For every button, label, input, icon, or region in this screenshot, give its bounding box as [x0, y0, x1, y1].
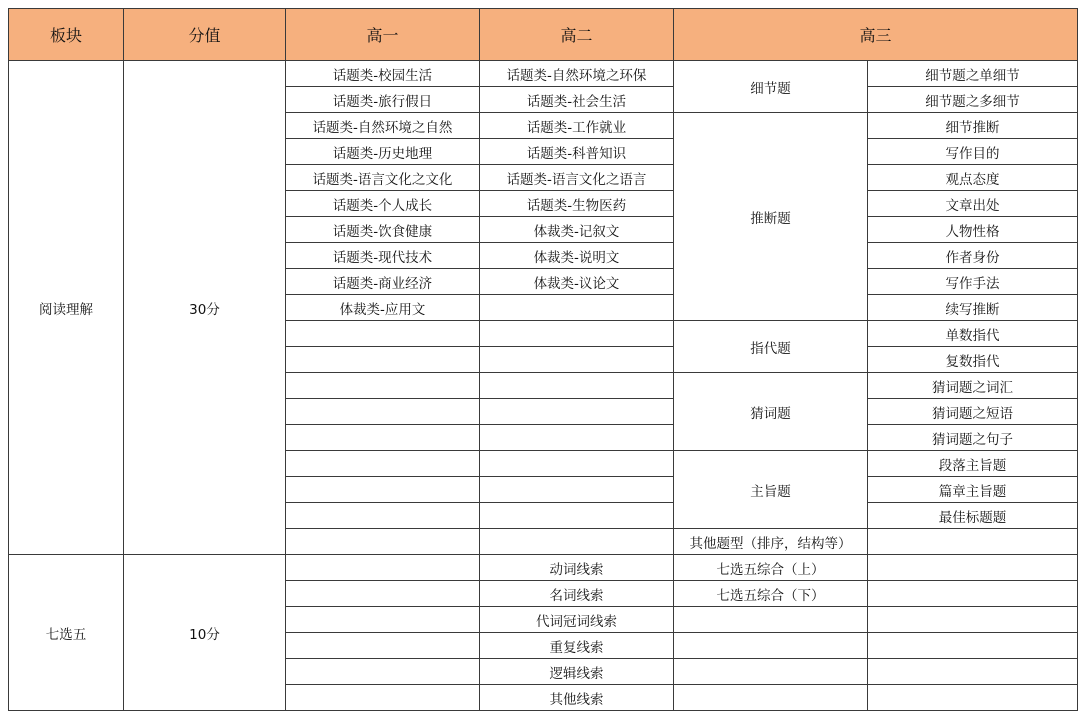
header-gaosan: 高三	[674, 9, 1078, 61]
gaosan-item	[868, 659, 1078, 685]
gaoer-cell	[480, 347, 674, 373]
gaosan-group: 七选五综合（下）	[674, 581, 868, 607]
gaoyi-cell	[286, 477, 480, 503]
gaoer-cell: 体裁类-记叙文	[480, 217, 674, 243]
gaoer-cell: 逻辑线索	[480, 659, 674, 685]
gaoyi-cell: 话题类-饮食健康	[286, 217, 480, 243]
score-seven: 10分	[124, 555, 286, 711]
gaosan-item: 细节推断	[868, 113, 1078, 139]
gaosan-group	[674, 633, 868, 659]
gaoer-cell	[480, 451, 674, 477]
gaosan-item	[868, 607, 1078, 633]
gaosan-item: 作者身份	[868, 243, 1078, 269]
gaoer-cell: 话题类-语言文化之语言	[480, 165, 674, 191]
gaoer-cell: 话题类-社会生活	[480, 87, 674, 113]
gaoyi-cell	[286, 685, 480, 711]
header-bankuai: 板块	[9, 9, 124, 61]
gaosan-item: 写作目的	[868, 139, 1078, 165]
gaoyi-cell: 话题类-自然环境之自然	[286, 113, 480, 139]
gaoyi-cell	[286, 633, 480, 659]
gaoer-cell: 话题类-自然环境之环保	[480, 61, 674, 87]
gaoyi-cell: 话题类-个人成长	[286, 191, 480, 217]
gaoyi-cell: 话题类-商业经济	[286, 269, 480, 295]
gaoyi-cell	[286, 555, 480, 581]
gaoer-cell: 代词冠词线索	[480, 607, 674, 633]
gaosan-item: 篇章主旨题	[868, 477, 1078, 503]
gaoer-cell	[480, 295, 674, 321]
gaoyi-cell	[286, 373, 480, 399]
gaosan-item: 段落主旨题	[868, 451, 1078, 477]
header-fenzhi: 分值	[124, 9, 286, 61]
gaoyi-cell: 话题类-现代技术	[286, 243, 480, 269]
gaoer-cell	[480, 399, 674, 425]
table-row	[9, 61, 1078, 87]
section-reading: 阅读理解	[9, 61, 124, 555]
gaosan-item: 猜词题之短语	[868, 399, 1078, 425]
gaoyi-cell: 话题类-历史地理	[286, 139, 480, 165]
gaosan-item: 续写推断	[868, 295, 1078, 321]
gaosan-group-other: 其他题型（排序，结构等）	[674, 529, 868, 555]
gaoyi-cell	[286, 425, 480, 451]
gaosan-group-caici: 猜词题	[674, 373, 868, 451]
gaosan-item: 文章出处	[868, 191, 1078, 217]
gaoer-cell	[480, 477, 674, 503]
gaosan-item	[868, 633, 1078, 659]
gaoer-cell	[480, 321, 674, 347]
gaoyi-cell	[286, 503, 480, 529]
gaoyi-cell: 话题类-语言文化之文化	[286, 165, 480, 191]
gaoer-cell: 话题类-科普知识	[480, 139, 674, 165]
gaosan-group-xijie: 细节题	[674, 61, 868, 113]
gaosan-item: 细节题之单细节	[868, 61, 1078, 87]
gaoyi-cell	[286, 347, 480, 373]
gaoyi-cell	[286, 529, 480, 555]
gaoyi-cell	[286, 581, 480, 607]
gaoer-cell: 话题类-生物医药	[480, 191, 674, 217]
section-seven: 七选五	[9, 555, 124, 711]
gaoyi-cell	[286, 607, 480, 633]
gaoer-cell: 其他线索	[480, 685, 674, 711]
header-gaoer: 高二	[480, 9, 674, 61]
gaoer-cell: 重复线索	[480, 633, 674, 659]
gaoer-cell: 体裁类-议论文	[480, 269, 674, 295]
gaosan-item: 单数指代	[868, 321, 1078, 347]
gaoyi-cell: 体裁类-应用文	[286, 295, 480, 321]
gaosan-item: 猜词题之词汇	[868, 373, 1078, 399]
gaosan-item: 人物性格	[868, 217, 1078, 243]
gaosan-item	[868, 555, 1078, 581]
gaosan-item: 写作手法	[868, 269, 1078, 295]
gaosan-group	[674, 607, 868, 633]
gaoer-cell: 动词线索	[480, 555, 674, 581]
gaoer-cell: 名词线索	[480, 581, 674, 607]
gaoyi-cell: 话题类-校园生活	[286, 61, 480, 87]
gaosan-group-tuiduan: 推断题	[674, 113, 868, 321]
gaosan-item	[868, 581, 1078, 607]
gaoer-cell	[480, 529, 674, 555]
gaoyi-cell	[286, 659, 480, 685]
gaosan-group-zhuzhi: 主旨题	[674, 451, 868, 529]
gaosan-item	[868, 685, 1078, 711]
header-gaoyi: 高一	[286, 9, 480, 61]
gaosan-item: 复数指代	[868, 347, 1078, 373]
gaosan-item: 最佳标题题	[868, 503, 1078, 529]
gaoer-cell: 体裁类-说明文	[480, 243, 674, 269]
gaoer-cell	[480, 503, 674, 529]
curriculum-table	[8, 8, 1078, 711]
table-row	[9, 555, 1078, 581]
score-reading: 30分	[124, 61, 286, 555]
gaoyi-cell	[286, 399, 480, 425]
gaosan-item	[868, 529, 1078, 555]
gaosan-group	[674, 659, 868, 685]
gaoyi-cell: 话题类-旅行假日	[286, 87, 480, 113]
gaoer-cell	[480, 373, 674, 399]
gaosan-group	[674, 685, 868, 711]
gaosan-group-zhidai: 指代题	[674, 321, 868, 373]
header-row	[9, 9, 1078, 61]
gaosan-group: 七选五综合（上）	[674, 555, 868, 581]
gaoyi-cell	[286, 321, 480, 347]
gaoer-cell: 话题类-工作就业	[480, 113, 674, 139]
gaosan-item: 猜词题之句子	[868, 425, 1078, 451]
gaosan-item: 细节题之多细节	[868, 87, 1078, 113]
gaoyi-cell	[286, 451, 480, 477]
gaosan-item: 观点态度	[868, 165, 1078, 191]
gaoer-cell	[480, 425, 674, 451]
